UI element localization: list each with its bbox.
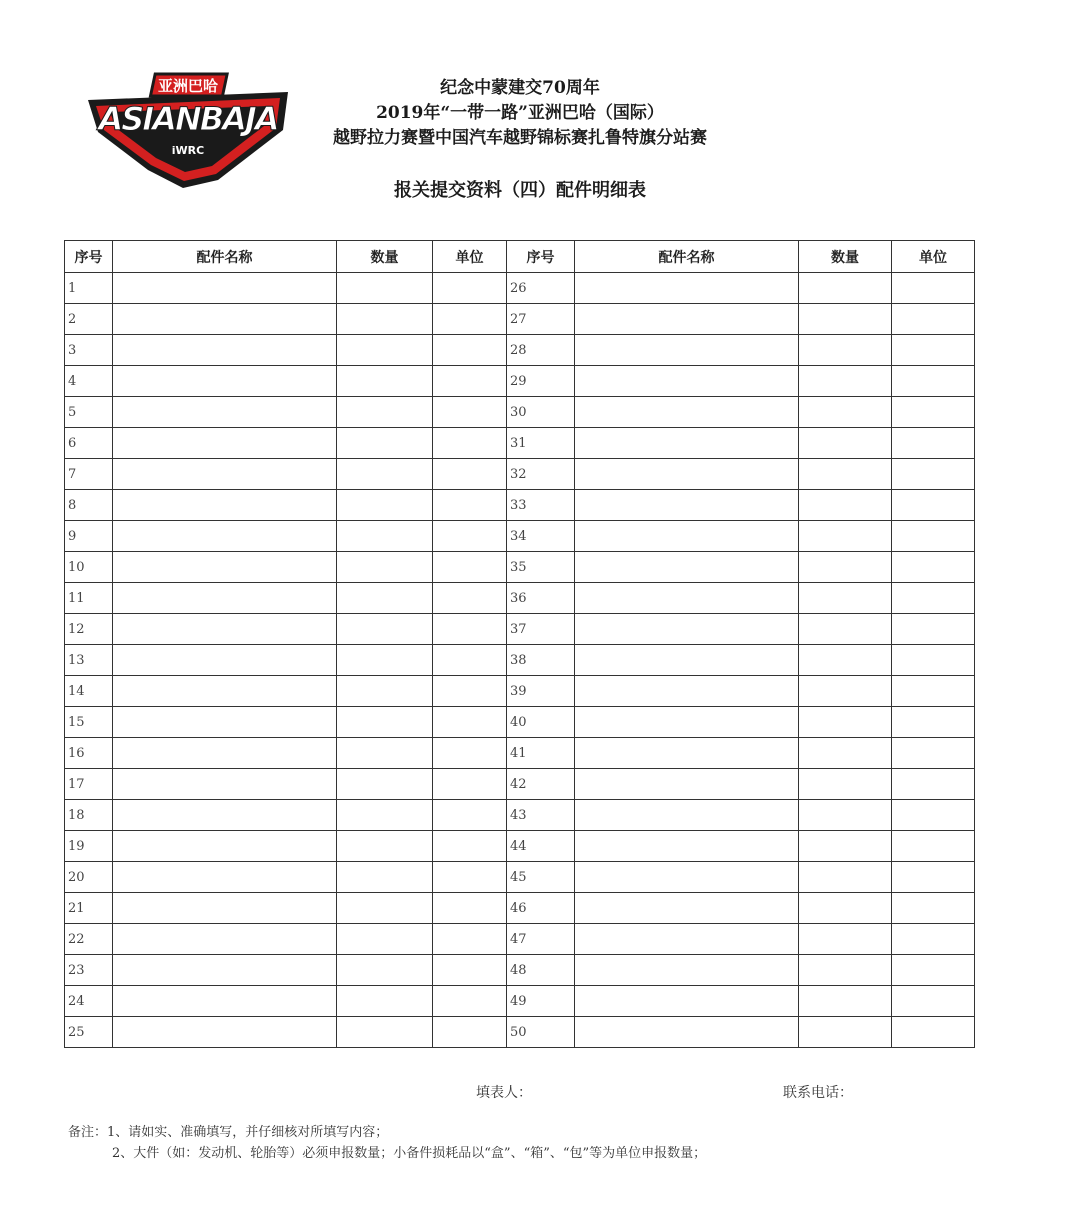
quantity-cell-right[interactable]: [799, 924, 892, 955]
seq-cell-right: 42: [507, 769, 575, 800]
quantity-cell-right[interactable]: [799, 304, 892, 335]
asian-baja-logo-graphic: [88, 70, 288, 190]
seq-cell-right: 36: [507, 583, 575, 614]
seq-cell-left: 13: [65, 645, 113, 676]
table-row: [65, 769, 975, 800]
table-row: [65, 800, 975, 831]
quantity-cell-left[interactable]: [337, 645, 433, 676]
quantity-cell-right[interactable]: [799, 397, 892, 428]
table-row: [65, 893, 975, 924]
quantity-cell-right[interactable]: [799, 614, 892, 645]
quantity-cell-right[interactable]: [799, 490, 892, 521]
part-name-cell-right[interactable]: [575, 769, 799, 800]
seq-cell-left: 9: [65, 521, 113, 552]
table-row: [65, 614, 975, 645]
quantity-cell-right[interactable]: [799, 335, 892, 366]
unit-cell-left[interactable]: [433, 831, 507, 862]
seq-cell-right: 28: [507, 335, 575, 366]
form-title: 报关提交资料（四）配件明细表: [394, 180, 646, 201]
seq-cell-left: 15: [65, 707, 113, 738]
table-body: [65, 273, 975, 1048]
quantity-cell-right[interactable]: [799, 676, 892, 707]
title-line-3: 越野拉力赛暨中国汽车越野锦标赛扎鲁特旗分站赛: [333, 128, 707, 148]
table-row: [65, 676, 975, 707]
logo-main-text: ASIANBAJA: [98, 100, 278, 138]
quantity-cell-right[interactable]: [799, 366, 892, 397]
quantity-cell-left[interactable]: [337, 366, 433, 397]
quantity-cell-right[interactable]: [799, 459, 892, 490]
quantity-cell-left[interactable]: [337, 862, 433, 893]
asian-baja-logo: [88, 70, 288, 190]
part-name-cell-left[interactable]: [113, 986, 337, 1017]
quantity-cell-right[interactable]: [799, 893, 892, 924]
seq-cell-right: 32: [507, 459, 575, 490]
unit-cell-right[interactable]: [892, 335, 975, 366]
unit-cell-right[interactable]: [892, 800, 975, 831]
unit-cell-left[interactable]: [433, 521, 507, 552]
quantity-cell-left[interactable]: [337, 583, 433, 614]
unit-cell-left[interactable]: [433, 986, 507, 1017]
unit-cell-right[interactable]: [892, 893, 975, 924]
table-row: [65, 273, 975, 304]
part-name-cell-left[interactable]: [113, 304, 337, 335]
part-name-cell-right[interactable]: [575, 428, 799, 459]
unit-cell-left[interactable]: [433, 924, 507, 955]
unit-cell-left[interactable]: [433, 366, 507, 397]
part-name-cell-right[interactable]: [575, 707, 799, 738]
quantity-cell-left[interactable]: [337, 428, 433, 459]
part-name-cell-left[interactable]: [113, 893, 337, 924]
table-row: [65, 924, 975, 955]
seq-cell-right: 31: [507, 428, 575, 459]
seq-cell-left: 5: [65, 397, 113, 428]
seq-cell-left: 14: [65, 676, 113, 707]
part-name-cell-right[interactable]: [575, 397, 799, 428]
seq-cell-right: 47: [507, 924, 575, 955]
table-row: [65, 583, 975, 614]
filler-label: 填表人：: [476, 1085, 532, 1101]
part-name-cell-right[interactable]: [575, 552, 799, 583]
seq-cell-right: 30: [507, 397, 575, 428]
part-name-cell-left[interactable]: [113, 769, 337, 800]
seq-cell-left: 6: [65, 428, 113, 459]
seq-cell-left: 22: [65, 924, 113, 955]
seq-cell-left: 2: [65, 304, 113, 335]
quantity-cell-left[interactable]: [337, 831, 433, 862]
header-titles: [270, 76, 770, 151]
seq-cell-right: 44: [507, 831, 575, 862]
seq-cell-left: 24: [65, 986, 113, 1017]
phone-label: 联系电话：: [783, 1085, 853, 1101]
unit-cell-right[interactable]: [892, 955, 975, 986]
part-name-cell-left[interactable]: [113, 459, 337, 490]
part-name-cell-left[interactable]: [113, 800, 337, 831]
seq-cell-right: 39: [507, 676, 575, 707]
part-name-cell-right[interactable]: [575, 1017, 799, 1048]
quantity-cell-right[interactable]: [799, 707, 892, 738]
unit-cell-left[interactable]: [433, 862, 507, 893]
header-unit-right: 单位: [892, 241, 975, 273]
quantity-cell-left[interactable]: [337, 769, 433, 800]
quantity-cell-right[interactable]: [799, 273, 892, 304]
seq-cell-right: 34: [507, 521, 575, 552]
unit-cell-right[interactable]: [892, 862, 975, 893]
part-name-cell-right[interactable]: [575, 583, 799, 614]
unit-cell-right[interactable]: [892, 521, 975, 552]
seq-cell-left: 7: [65, 459, 113, 490]
seq-cell-right: 45: [507, 862, 575, 893]
unit-cell-right[interactable]: [892, 769, 975, 800]
quantity-cell-right[interactable]: [799, 862, 892, 893]
seq-cell-right: 26: [507, 273, 575, 304]
quantity-cell-left[interactable]: [337, 676, 433, 707]
unit-cell-left[interactable]: [433, 273, 507, 304]
unit-cell-right[interactable]: [892, 614, 975, 645]
unit-cell-left[interactable]: [433, 459, 507, 490]
unit-cell-left[interactable]: [433, 614, 507, 645]
table-row: [65, 955, 975, 986]
header-part-name-right: 配件名称: [575, 241, 799, 273]
part-name-cell-right[interactable]: [575, 614, 799, 645]
part-name-cell-left[interactable]: [113, 552, 337, 583]
seq-cell-left: 1: [65, 273, 113, 304]
part-name-cell-right[interactable]: [575, 955, 799, 986]
table-row: [65, 490, 975, 521]
quantity-cell-left[interactable]: [337, 955, 433, 986]
seq-cell-right: 48: [507, 955, 575, 986]
part-name-cell-right[interactable]: [575, 273, 799, 304]
seq-cell-right: 49: [507, 986, 575, 1017]
seq-cell-right: 43: [507, 800, 575, 831]
header-part-name-left: 配件名称: [113, 241, 337, 273]
parts-detail-table: [64, 240, 975, 1048]
quantity-cell-left[interactable]: [337, 459, 433, 490]
quantity-cell-left[interactable]: [337, 521, 433, 552]
unit-cell-left[interactable]: [433, 335, 507, 366]
table-row: [65, 397, 975, 428]
unit-cell-right[interactable]: [892, 738, 975, 769]
seq-cell-right: 41: [507, 738, 575, 769]
title-line-1: 纪念中蒙建交70周年: [440, 78, 600, 98]
quantity-cell-left[interactable]: [337, 893, 433, 924]
part-name-cell-left[interactable]: [113, 614, 337, 645]
part-name-cell-left[interactable]: [113, 738, 337, 769]
part-name-cell-right[interactable]: [575, 924, 799, 955]
table-row: [65, 428, 975, 459]
unit-cell-right[interactable]: [892, 428, 975, 459]
quantity-cell-right[interactable]: [799, 738, 892, 769]
quantity-cell-left[interactable]: [337, 490, 433, 521]
seq-cell-left: 16: [65, 738, 113, 769]
part-name-cell-left[interactable]: [113, 955, 337, 986]
quantity-cell-right[interactable]: [799, 583, 892, 614]
unit-cell-right[interactable]: [892, 924, 975, 955]
seq-cell-right: 33: [507, 490, 575, 521]
unit-cell-right[interactable]: [892, 707, 975, 738]
unit-cell-left[interactable]: [433, 552, 507, 583]
unit-cell-left[interactable]: [433, 738, 507, 769]
table-row: [65, 738, 975, 769]
seq-cell-left: 17: [65, 769, 113, 800]
part-name-cell-left[interactable]: [113, 676, 337, 707]
part-name-cell-right[interactable]: [575, 335, 799, 366]
seq-cell-right: 46: [507, 893, 575, 924]
seq-cell-left: 4: [65, 366, 113, 397]
table-row: [65, 986, 975, 1017]
part-name-cell-left[interactable]: [113, 1017, 337, 1048]
quantity-cell-left[interactable]: [337, 986, 433, 1017]
table-row: [65, 707, 975, 738]
quantity-cell-right[interactable]: [799, 428, 892, 459]
quantity-cell-left[interactable]: [337, 304, 433, 335]
unit-cell-left[interactable]: [433, 676, 507, 707]
header-unit-left: 单位: [433, 241, 507, 273]
table-row: [65, 304, 975, 335]
part-name-cell-right[interactable]: [575, 800, 799, 831]
quantity-cell-left[interactable]: [337, 924, 433, 955]
unit-cell-right[interactable]: [892, 397, 975, 428]
unit-cell-left[interactable]: [433, 583, 507, 614]
quantity-cell-left[interactable]: [337, 552, 433, 583]
unit-cell-right[interactable]: [892, 831, 975, 862]
part-name-cell-right[interactable]: [575, 459, 799, 490]
unit-cell-right[interactable]: [892, 552, 975, 583]
quantity-cell-right[interactable]: [799, 769, 892, 800]
seq-cell-left: 20: [65, 862, 113, 893]
part-name-cell-left[interactable]: [113, 583, 337, 614]
part-name-cell-left[interactable]: [113, 521, 337, 552]
seq-cell-left: 21: [65, 893, 113, 924]
seq-cell-right: 37: [507, 614, 575, 645]
seq-cell-left: 10: [65, 552, 113, 583]
part-name-cell-left[interactable]: [113, 645, 337, 676]
logo-top-text: 亚洲巴哈: [157, 77, 219, 95]
unit-cell-right[interactable]: [892, 645, 975, 676]
quantity-cell-left[interactable]: [337, 335, 433, 366]
table-row: [65, 552, 975, 583]
unit-cell-left[interactable]: [433, 397, 507, 428]
seq-cell-left: 19: [65, 831, 113, 862]
unit-cell-right[interactable]: [892, 490, 975, 521]
table-row: [65, 335, 975, 366]
unit-cell-left[interactable]: [433, 893, 507, 924]
notes: [68, 1122, 706, 1164]
unit-cell-left[interactable]: [433, 707, 507, 738]
title-line-2: 2019年“一带一路”亚洲巴哈（国际）: [376, 103, 664, 123]
part-name-cell-right[interactable]: [575, 521, 799, 552]
table-row: [65, 366, 975, 397]
seq-cell-right: 50: [507, 1017, 575, 1048]
quantity-cell-right[interactable]: [799, 800, 892, 831]
part-name-cell-right[interactable]: [575, 366, 799, 397]
table-row: [65, 831, 975, 862]
part-name-cell-right[interactable]: [575, 676, 799, 707]
quantity-cell-left[interactable]: [337, 614, 433, 645]
quantity-cell-left[interactable]: [337, 800, 433, 831]
unit-cell-left[interactable]: [433, 1017, 507, 1048]
quantity-cell-right[interactable]: [799, 831, 892, 862]
header-seq-right: 序号: [507, 241, 575, 273]
seq-cell-right: 27: [507, 304, 575, 335]
quantity-cell-right[interactable]: [799, 955, 892, 986]
unit-cell-left[interactable]: [433, 490, 507, 521]
quantity-cell-right[interactable]: [799, 521, 892, 552]
quantity-cell-right[interactable]: [799, 645, 892, 676]
part-name-cell-left[interactable]: [113, 924, 337, 955]
logo-badge-text: iWRC: [171, 144, 205, 157]
part-name-cell-left[interactable]: [113, 335, 337, 366]
unit-cell-left[interactable]: [433, 769, 507, 800]
quantity-cell-left[interactable]: [337, 397, 433, 428]
part-name-cell-left[interactable]: [113, 490, 337, 521]
part-name-cell-left[interactable]: [113, 397, 337, 428]
quantity-cell-left[interactable]: [337, 273, 433, 304]
unit-cell-right[interactable]: [892, 583, 975, 614]
quantity-cell-left[interactable]: [337, 707, 433, 738]
unit-cell-right[interactable]: [892, 459, 975, 490]
table-row: [65, 521, 975, 552]
unit-cell-right[interactable]: [892, 273, 975, 304]
seq-cell-left: 11: [65, 583, 113, 614]
part-name-cell-right[interactable]: [575, 986, 799, 1017]
part-name-cell-right[interactable]: [575, 645, 799, 676]
seq-cell-right: 40: [507, 707, 575, 738]
part-name-cell-left[interactable]: [113, 831, 337, 862]
header-quantity-right: 数量: [799, 241, 892, 273]
table-row: [65, 645, 975, 676]
note-1: 备注：1、请如实、准确填写，并仔细核对所填写内容；: [68, 1125, 389, 1140]
part-name-cell-right[interactable]: [575, 862, 799, 893]
part-name-cell-left[interactable]: [113, 273, 337, 304]
part-name-cell-left[interactable]: [113, 428, 337, 459]
part-name-cell-left[interactable]: [113, 707, 337, 738]
seq-cell-right: 38: [507, 645, 575, 676]
table-row: [65, 1017, 975, 1048]
table-row: [65, 459, 975, 490]
part-name-cell-right[interactable]: [575, 831, 799, 862]
seq-cell-left: 8: [65, 490, 113, 521]
part-name-cell-right[interactable]: [575, 490, 799, 521]
unit-cell-left[interactable]: [433, 800, 507, 831]
part-name-cell-right[interactable]: [575, 738, 799, 769]
quantity-cell-left[interactable]: [337, 738, 433, 769]
unit-cell-right[interactable]: [892, 676, 975, 707]
seq-cell-left: 23: [65, 955, 113, 986]
seq-cell-left: 3: [65, 335, 113, 366]
table-header-row: [65, 241, 975, 273]
unit-cell-left[interactable]: [433, 304, 507, 335]
seq-cell-right: 29: [507, 366, 575, 397]
seq-cell-right: 35: [507, 552, 575, 583]
quantity-cell-right[interactable]: [799, 986, 892, 1017]
unit-cell-left[interactable]: [433, 645, 507, 676]
table-row: [65, 862, 975, 893]
unit-cell-right[interactable]: [892, 366, 975, 397]
part-name-cell-left[interactable]: [113, 366, 337, 397]
quantity-cell-right[interactable]: [799, 1017, 892, 1048]
part-name-cell-right[interactable]: [575, 893, 799, 924]
quantity-cell-right[interactable]: [799, 552, 892, 583]
unit-cell-right[interactable]: [892, 986, 975, 1017]
unit-cell-left[interactable]: [433, 955, 507, 986]
unit-cell-right[interactable]: [892, 304, 975, 335]
header-seq-left: 序号: [65, 241, 113, 273]
part-name-cell-left[interactable]: [113, 862, 337, 893]
note-2: 2、大件（如：发动机、轮胎等）必须申报数量；小备件损耗品以“盒”、“箱”、“包”等为单位申报数量；: [112, 1146, 707, 1161]
unit-cell-right[interactable]: [892, 1017, 975, 1048]
quantity-cell-left[interactable]: [337, 1017, 433, 1048]
seq-cell-left: 18: [65, 800, 113, 831]
seq-cell-left: 25: [65, 1017, 113, 1048]
header-quantity-left: 数量: [337, 241, 433, 273]
unit-cell-left[interactable]: [433, 428, 507, 459]
seq-cell-left: 12: [65, 614, 113, 645]
part-name-cell-right[interactable]: [575, 304, 799, 335]
